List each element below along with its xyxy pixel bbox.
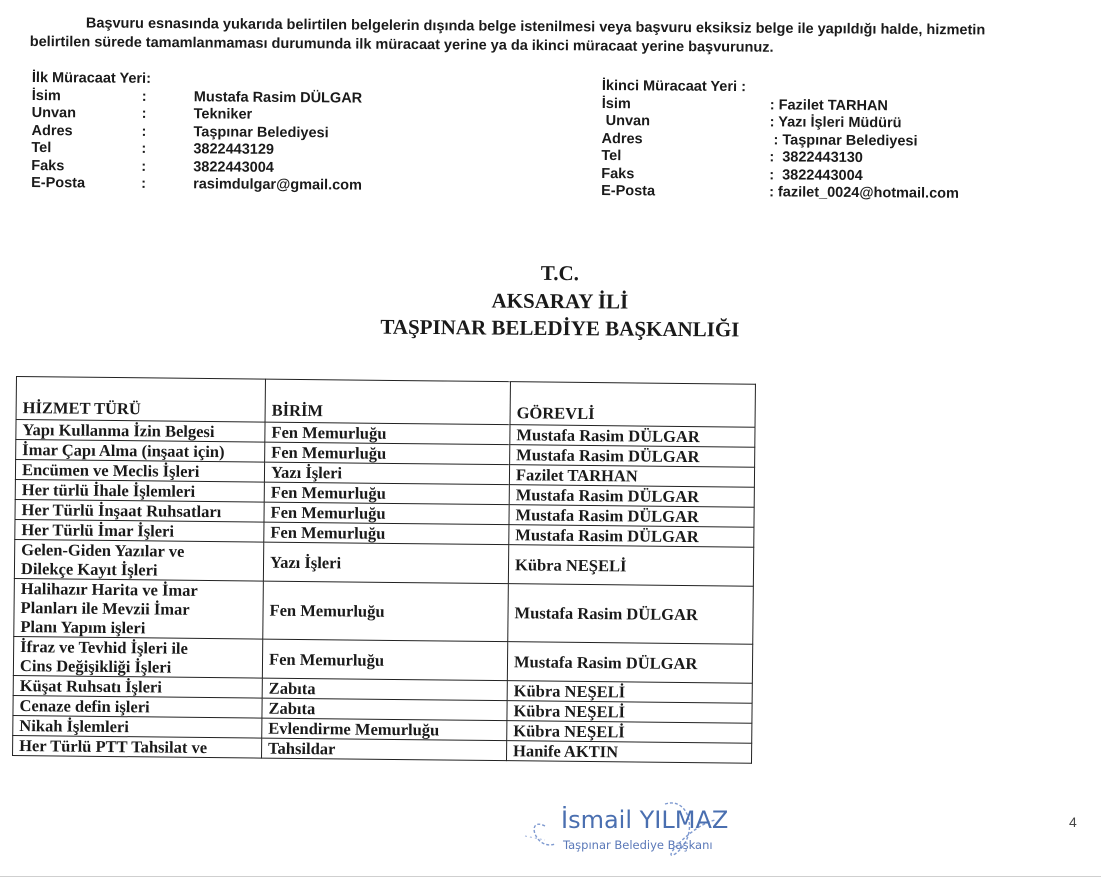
cell-service: Her Türlü PTT Tahsilat ve — [13, 735, 262, 758]
heading-tc: T.C. — [540, 260, 580, 286]
cell-officer: Kübra NEŞELİ — [507, 681, 752, 704]
cell-service: Küşat Ruhsatı İşleri — [13, 675, 262, 698]
contact-value: : Taşpınar Belediyesi — [769, 131, 918, 149]
cell-unit: Zabıta — [262, 678, 507, 701]
cell-service: İmar Çapı Alma (inşaat için) — [16, 440, 265, 463]
cell-service: Encümen ve Meclis İşleri — [15, 460, 264, 483]
cell-unit: Fen Memurluğu — [264, 522, 509, 545]
cell-officer: Hanife AKTIN — [506, 741, 751, 764]
cell-officer: Mustafa Rasim DÜLGAR — [510, 445, 755, 468]
cell-unit: Fen Memurluğu — [264, 502, 509, 525]
cell-service: Her türlü İhale İşlemleri — [15, 479, 264, 502]
contact-label: Unvan — [31, 104, 77, 122]
cell-officer: Mustafa Rasim DÜLGAR — [507, 642, 752, 684]
contact-label: Adres — [31, 122, 73, 139]
intro-line-2: belirtilen sürede tamamlanmaması durumunda ilk müracaat yerine ya da ikinci müracaat yerine başvurunuz. — [29, 33, 774, 56]
contact-label: İsim — [31, 87, 61, 104]
signature-name: İsmail YILMAZ — [561, 806, 729, 834]
second-contact-block — [601, 78, 960, 203]
contact-value: : 3822443004 — [769, 166, 863, 184]
cell-unit: Yazı İşleri — [264, 462, 509, 485]
contact-label: E-Posta — [601, 182, 656, 200]
contact-separator: : — [141, 105, 147, 122]
contact-value: 3822443129 — [193, 141, 275, 158]
cell-unit: Tahsildar — [262, 738, 507, 761]
contact-label: İsim — [601, 95, 631, 112]
contact-value: 3822443004 — [193, 158, 274, 176]
cell-unit: Yazı İşleri — [263, 542, 508, 584]
contact-email: rasimdulgar@gmail.com — [193, 176, 363, 194]
cell-unit: Zabıta — [262, 698, 507, 721]
second-contact-title: İkinci Müracaat Yeri : — [601, 78, 746, 96]
service-table — [12, 376, 756, 764]
cell-officer: Fazilet TARHAN — [509, 465, 754, 488]
intro-paragraph — [30, 14, 1040, 60]
column-header-service: HİZMET TÜRÜ — [16, 377, 265, 423]
cell-officer: Mustafa Rasim DÜLGAR — [509, 525, 754, 548]
table-header-row — [16, 377, 755, 428]
page-number: 4 — [1069, 814, 1077, 830]
contact-value: Taşpınar Belediyesi — [193, 123, 329, 141]
heading-municipality: TAŞPINAR BELEDİYE BAŞKANLIĞI — [380, 314, 740, 342]
cell-service: Yapı Kullanma İzin Belgesi — [16, 420, 265, 443]
contact-label: Tel — [31, 139, 52, 157]
contact-separator: : — [141, 140, 147, 157]
intro-line-1: Başvuru esnasında yukarıda belirtilen belgelerin dışında belge istenilmesi veya başvuru eksiksiz belge ile yapıldığı halde, hizmetin — [85, 15, 986, 39]
cell-service: Gelen-Giden Yazılar ve Dilekçe Kayıt İşleri — [14, 539, 263, 581]
first-contact-title: İlk Müracaat Yeri: — [31, 70, 152, 87]
cell-service: Halihazır Harita ve İmar Planları ile Mevzii İmar Planı Yapım işleri — [14, 578, 264, 639]
cell-unit: Evlendirme Memurluğu — [262, 718, 507, 741]
table-row — [14, 578, 754, 644]
cell-service: Cenaze defin işleri — [13, 695, 262, 718]
signature-stamp — [515, 796, 745, 862]
cell-officer: Kübra NEŞELİ — [508, 545, 753, 587]
cell-unit: Fen Memurluğu — [265, 422, 510, 445]
column-header-unit: BİRİM — [265, 379, 510, 425]
first-contact-block — [31, 70, 363, 195]
cell-unit: Fen Memurluğu — [262, 639, 507, 681]
cell-service: Her Türlü İmar İşleri — [15, 519, 264, 542]
cell-service: Her Türlü İnşaat Ruhsatları — [15, 499, 264, 522]
heading-province: AKSARAY İLİ — [491, 288, 629, 314]
contact-label: E-Posta — [31, 174, 86, 192]
signature-title: Taşpınar Belediye Başkanı — [563, 838, 713, 852]
cell-unit: Fen Memurluğu — [264, 482, 509, 505]
contact-separator: : — [141, 175, 147, 192]
cell-service: İfraz ve Tevhid İşleri ile Cins Değişikliği İşleri — [13, 636, 262, 678]
cell-officer: Mustafa Rasim DÜLGAR — [510, 425, 755, 448]
contact-separator: : — [141, 158, 147, 175]
contact-value: : Yazı İşleri Müdürü — [769, 114, 902, 132]
contact-label: Tel — [601, 147, 622, 165]
cell-officer: Kübra NEŞELİ — [507, 701, 752, 724]
contact-separator: : — [141, 88, 147, 105]
service-table-body — [13, 420, 755, 764]
cell-unit: Fen Memurluğu — [265, 442, 510, 465]
column-header-officer: GÖREVLİ — [510, 382, 755, 428]
cell-service: Nikah İşlemleri — [13, 715, 262, 738]
cell-officer: Kübra NEŞELİ — [507, 721, 752, 744]
cell-officer: Mustafa Rasim DÜLGAR — [509, 505, 754, 528]
contact-separator: : — [141, 123, 147, 140]
contact-label: Faks — [601, 165, 635, 182]
cell-officer: Mustafa Rasim DÜLGAR — [508, 584, 754, 645]
cell-unit: Fen Memurluğu — [263, 581, 509, 642]
cell-officer: Mustafa Rasim DÜLGAR — [509, 485, 754, 508]
contact-email: : fazilet_0024@hotmail.com — [769, 184, 959, 202]
contact-value: Mustafa Rasim DÜLGAR — [193, 88, 363, 107]
contact-label: Faks — [31, 157, 65, 174]
first-contact-row — [31, 175, 362, 195]
contact-value: : 3822443130 — [769, 149, 863, 167]
second-contact-row — [601, 183, 959, 203]
contact-value: : Fazilet TARHAN — [769, 96, 889, 114]
contact-label: Adres — [601, 130, 643, 147]
contact-value: Tekniker — [193, 106, 253, 123]
contact-label: Unvan — [601, 112, 651, 130]
page-bottom-edge — [0, 876, 1101, 877]
